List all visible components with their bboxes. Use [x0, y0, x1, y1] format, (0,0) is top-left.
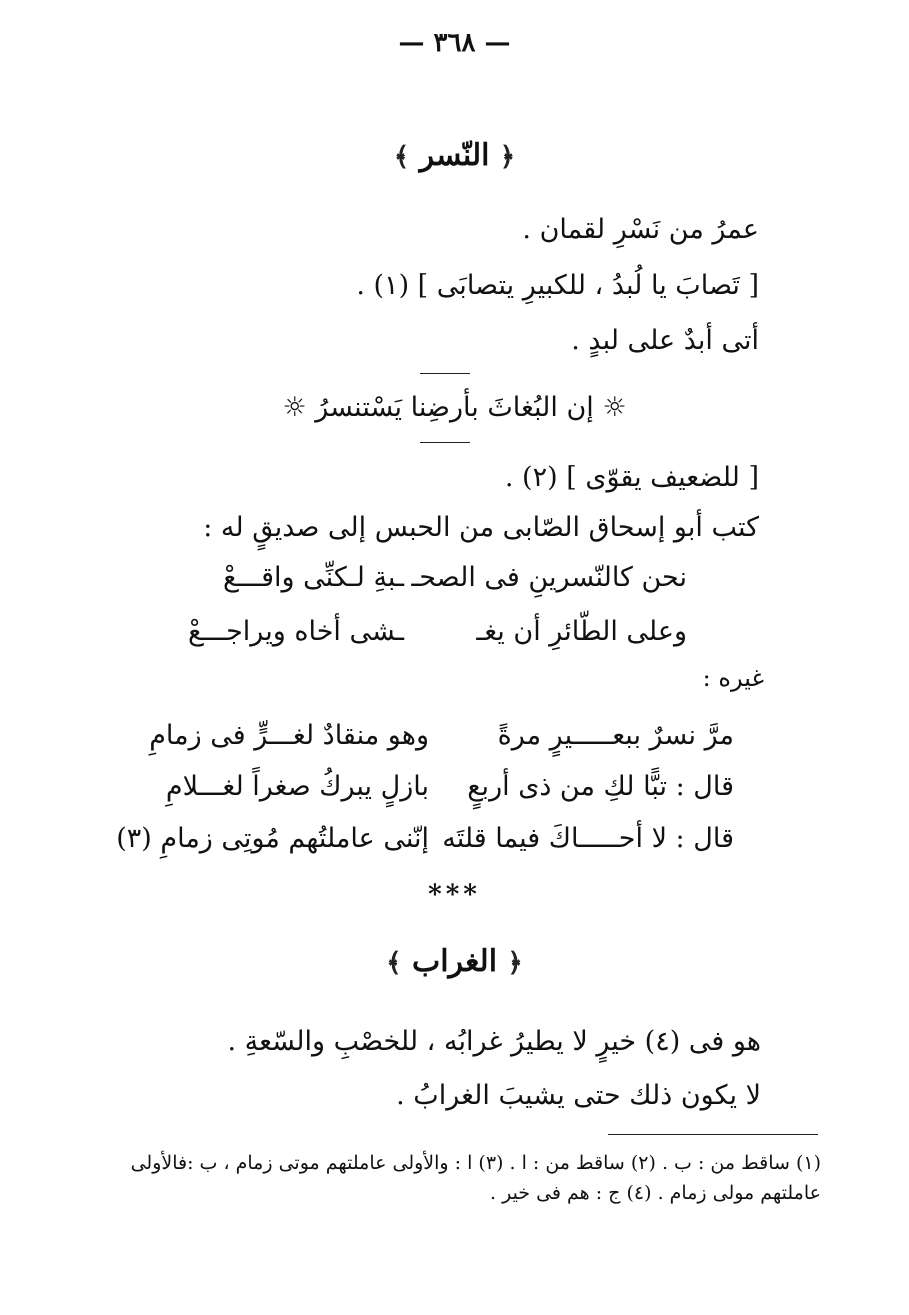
intro-line: كتب أبو إسحاق الصّابى من الحبس إلى صديقٍ له :: [203, 512, 759, 543]
divider: [420, 442, 470, 443]
verse-hemistich-right: نحن كالنّسرينِ فى الصحـ: [411, 562, 687, 593]
page-number: — ٣٦٨ —: [398, 28, 511, 58]
verse-hemistich-left: ـشى أخاه ويراجـــعْ: [188, 616, 404, 647]
verse-hemistich-left: بازلٍ يبركُ صغراً لغـــلامِ: [165, 771, 429, 802]
proverb-line: عمرُ من نَسْرِ لقمان .: [522, 214, 759, 245]
section-title-text: النّسر: [419, 138, 490, 173]
divider: [420, 373, 470, 374]
ornament-left: ﴾: [386, 948, 402, 978]
section-title-text: الغراب: [411, 944, 498, 979]
verse-hemistich-right: وعلى الطّائرِ أن يغـ: [476, 616, 687, 647]
proverb-line: لا يكون ذلك حتى يشيبَ الغرابُ .: [396, 1080, 761, 1111]
proverb-line: [ تَصابَ يا لُبدُ ، للكبيرِ يتصابَى ] (١) .: [356, 270, 759, 301]
ornament-right: ﴿: [507, 948, 523, 978]
verse-hemistich-left: وهو منقادٌ لغـــرٍّ فى زمامِ: [149, 720, 429, 751]
section-separator: ***: [428, 880, 481, 910]
verse-hemistich-left: إنّنى عاملتُهم مُوتِى زمامِ (٣): [116, 823, 429, 854]
proverb-line: أتى أبدٌ على لبدٍ .: [571, 325, 759, 356]
proverb-line: هو فى (٤) خيرٍ لا يطيرُ غرابُه ، للخصْبِ والسّعةِ .: [227, 1026, 761, 1057]
ornament-right: ﴿: [499, 142, 516, 172]
other-label: غيره :: [702, 664, 764, 692]
center-quote: ☼ إن البُغاثَ بأرضِنا يَسْتنسرُ ☼: [282, 392, 627, 423]
section-title-crow: [0, 944, 909, 979]
verse-hemistich-right: قال : تبًّا لكِ من ذى أربعٍ: [467, 771, 734, 802]
ornament-left: ﴾: [393, 142, 410, 172]
verse-hemistich-right: مرَّ نسرٌ ببعـــــيرٍ مرةً: [497, 720, 734, 751]
footnote-line: عاملتهم مولى زمام . (٤) ج : هم فى خير .: [490, 1182, 821, 1204]
verse-hemistich-right: قال : لا أحـــــاكَ فيما قلتَه: [442, 823, 734, 854]
footnote-rule: [608, 1134, 818, 1135]
footnote-line: (١) ساقط من : ب . (٢) ساقط من : ا . (٣) ا : والأولى عاملتهم موتى زمام ، ب :فالأولى: [130, 1152, 821, 1174]
proverb-line: [ للضعيف يقوّى ] (٢) .: [504, 462, 759, 493]
verse-hemistich-left: ـبةِ لـكنِّى واقـــعْ: [223, 562, 404, 593]
section-title-eagle: [0, 138, 909, 173]
